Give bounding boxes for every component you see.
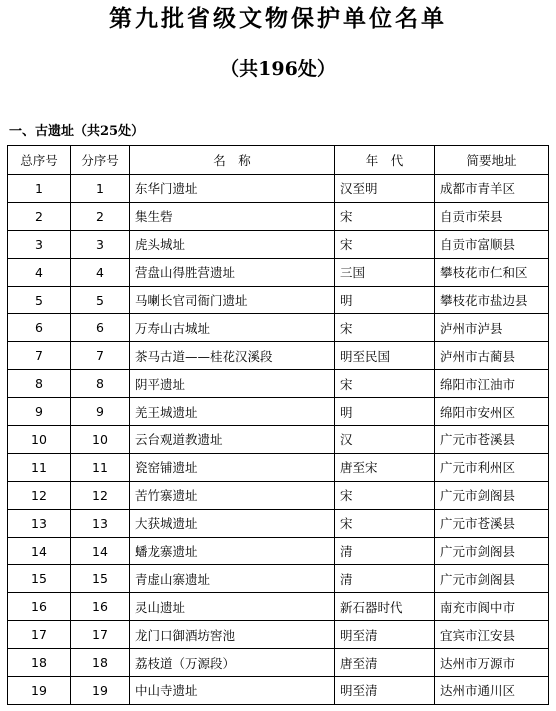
cell-location: 绵阳市江油市: [435, 370, 549, 398]
cell-sub-no: 3: [71, 230, 130, 258]
cell-era: 汉至明: [335, 175, 435, 203]
cell-era: 唐至清: [335, 649, 435, 677]
header-sub-no: 分序号: [71, 146, 130, 175]
table-row: [8, 314, 549, 342]
heritage-table: [7, 145, 549, 705]
cell-name: 营盘山得胜营遗址: [130, 258, 335, 286]
cell-name: 集生砦: [130, 202, 335, 230]
cell-total-no: 17: [8, 621, 71, 649]
table-row: [8, 202, 549, 230]
cell-name: 瓷窑铺遗址: [130, 453, 335, 481]
cell-name: 云台观道教遗址: [130, 426, 335, 454]
cell-location: 南充市阆中市: [435, 593, 549, 621]
cell-era: 唐至宋: [335, 453, 435, 481]
cell-era: 明至清: [335, 677, 435, 705]
cell-era: 明至清: [335, 621, 435, 649]
cell-sub-no: 8: [71, 370, 130, 398]
cell-total-no: 19: [8, 677, 71, 705]
cell-era: 宋: [335, 509, 435, 537]
cell-total-no: 18: [8, 649, 71, 677]
cell-era: 清: [335, 537, 435, 565]
cell-location: 泸州市古蔺县: [435, 342, 549, 370]
table-row: [8, 258, 549, 286]
cell-total-no: 13: [8, 509, 71, 537]
table-row: [8, 398, 549, 426]
cell-sub-no: 17: [71, 621, 130, 649]
header-location: 简要地址: [435, 146, 549, 175]
cell-name: 苦竹寨遗址: [130, 481, 335, 509]
cell-name: 羌王城遗址: [130, 398, 335, 426]
table-row: [8, 286, 549, 314]
cell-location: 泸州市泸县: [435, 314, 549, 342]
cell-sub-no: 2: [71, 202, 130, 230]
cell-location: 攀枝花市盐边县: [435, 286, 549, 314]
table-row: [8, 621, 549, 649]
table-body: [8, 175, 549, 705]
cell-name: 东华门遗址: [130, 175, 335, 203]
cell-era: 清: [335, 565, 435, 593]
page-title: 第九批省级文物保护单位名单: [109, 5, 447, 32]
cell-sub-no: 15: [71, 565, 130, 593]
table-row: [8, 342, 549, 370]
cell-location: 广元市利州区: [435, 453, 549, 481]
cell-name: 青虚山寨遗址: [130, 565, 335, 593]
cell-location: 广元市苍溪县: [435, 426, 549, 454]
cell-era: 宋: [335, 202, 435, 230]
cell-total-no: 5: [8, 286, 71, 314]
cell-era: 明: [335, 286, 435, 314]
table-row: [8, 230, 549, 258]
table-row: [8, 481, 549, 509]
page-subtitle: （共196处）: [220, 58, 336, 80]
cell-location: 广元市剑阁县: [435, 537, 549, 565]
table-row: [8, 370, 549, 398]
cell-era: 明: [335, 398, 435, 426]
cell-location: 绵阳市安州区: [435, 398, 549, 426]
cell-total-no: 14: [8, 537, 71, 565]
cell-sub-no: 4: [71, 258, 130, 286]
cell-name: 龙门口御酒坊窖池: [130, 621, 335, 649]
header-name: 名 称: [130, 146, 335, 175]
table-row: [8, 453, 549, 481]
cell-era: 明至民国: [335, 342, 435, 370]
cell-total-no: 2: [8, 202, 71, 230]
cell-location: 广元市剑阁县: [435, 481, 549, 509]
cell-location: 达州市万源市: [435, 649, 549, 677]
cell-total-no: 11: [8, 453, 71, 481]
cell-name: 万寿山古城址: [130, 314, 335, 342]
cell-total-no: 1: [8, 175, 71, 203]
cell-total-no: 10: [8, 426, 71, 454]
cell-era: 汉: [335, 426, 435, 454]
cell-location: 广元市剑阁县: [435, 565, 549, 593]
cell-total-no: 7: [8, 342, 71, 370]
table-row: [8, 537, 549, 565]
cell-name: 蟠龙寨遗址: [130, 537, 335, 565]
cell-total-no: 3: [8, 230, 71, 258]
cell-name: 虎头城址: [130, 230, 335, 258]
cell-total-no: 15: [8, 565, 71, 593]
table-row: [8, 565, 549, 593]
table-row: [8, 677, 549, 705]
cell-sub-no: 18: [71, 649, 130, 677]
cell-location: 自贡市荣县: [435, 202, 549, 230]
table-row: [8, 649, 549, 677]
header-era: 年 代: [335, 146, 435, 175]
table-header-row: [8, 146, 549, 175]
cell-location: 达州市通川区: [435, 677, 549, 705]
cell-sub-no: 14: [71, 537, 130, 565]
cell-name: 马喇长官司衙门遗址: [130, 286, 335, 314]
cell-location: 自贡市富顺县: [435, 230, 549, 258]
cell-name: 中山寺遗址: [130, 677, 335, 705]
cell-sub-no: 10: [71, 426, 130, 454]
cell-location: 宜宾市江安县: [435, 621, 549, 649]
cell-sub-no: 12: [71, 481, 130, 509]
table-row: [8, 593, 549, 621]
cell-sub-no: 9: [71, 398, 130, 426]
cell-location: 成都市青羊区: [435, 175, 549, 203]
cell-era: 宋: [335, 481, 435, 509]
cell-name: 荔枝道（万源段）: [130, 649, 335, 677]
cell-era: 宋: [335, 370, 435, 398]
cell-name: 大获城遗址: [130, 509, 335, 537]
cell-sub-no: 19: [71, 677, 130, 705]
cell-location: 广元市苍溪县: [435, 509, 549, 537]
cell-sub-no: 13: [71, 509, 130, 537]
cell-total-no: 9: [8, 398, 71, 426]
cell-total-no: 8: [8, 370, 71, 398]
cell-location: 攀枝花市仁和区: [435, 258, 549, 286]
cell-sub-no: 6: [71, 314, 130, 342]
cell-era: 新石器时代: [335, 593, 435, 621]
table-row: [8, 509, 549, 537]
cell-name: 茶马古道——桂花汉溪段: [130, 342, 335, 370]
cell-sub-no: 11: [71, 453, 130, 481]
header-total-no: 总序号: [8, 146, 71, 175]
cell-name: 灵山遗址: [130, 593, 335, 621]
cell-total-no: 6: [8, 314, 71, 342]
cell-total-no: 16: [8, 593, 71, 621]
cell-total-no: 12: [8, 481, 71, 509]
table-row: [8, 426, 549, 454]
cell-era: 宋: [335, 230, 435, 258]
cell-sub-no: 1: [71, 175, 130, 203]
section-heading: 一、古遗址（共25处）: [9, 124, 145, 139]
table-row: [8, 175, 549, 203]
cell-sub-no: 16: [71, 593, 130, 621]
cell-total-no: 4: [8, 258, 71, 286]
cell-era: 三国: [335, 258, 435, 286]
cell-name: 阴平遗址: [130, 370, 335, 398]
cell-sub-no: 7: [71, 342, 130, 370]
cell-era: 宋: [335, 314, 435, 342]
cell-sub-no: 5: [71, 286, 130, 314]
